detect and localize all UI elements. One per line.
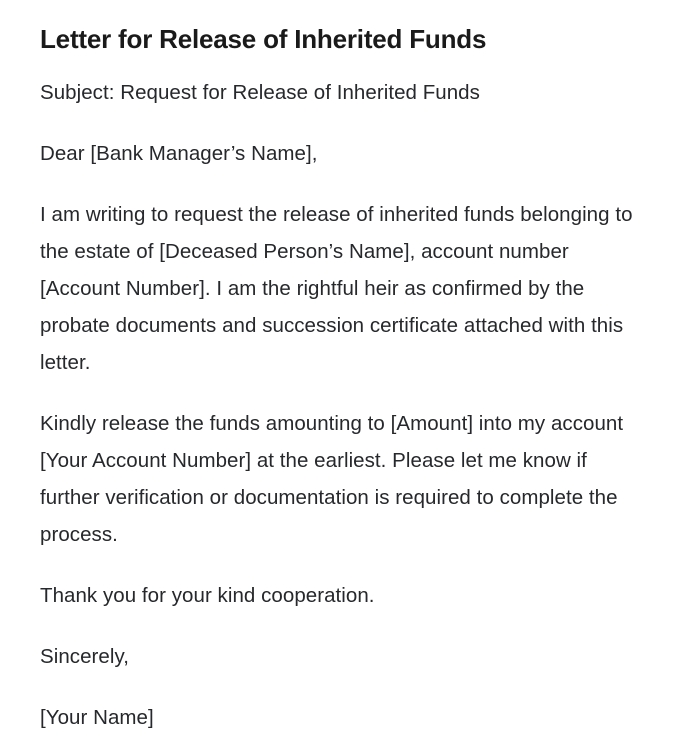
salutation: Dear [Bank Manager’s Name], <box>40 142 318 165</box>
body-paragraph-1: I am writing to request the release of inherited funds belonging to the estate of [Deceased Person’s Name], account number [Account Number]. I am the rightful heir as confirmed by the probate documents and succession certificate attached with this letter. <box>40 203 633 374</box>
signature-name: [Your Name] <box>40 706 154 729</box>
body-paragraph-2: Kindly release the funds amounting to [Amount] into my account [Your Account Number] at the earliest. Please let me know if further verification or documentation is required to complete the process. <box>40 412 624 546</box>
letter-body <box>40 74 660 736</box>
thanks-line: Thank you for your kind cooperation. <box>40 584 375 607</box>
page-title: Letter for Release of Inherited Funds <box>40 24 487 54</box>
closing-line: Sincerely, <box>40 645 129 668</box>
subject-line: Subject: Request for Release of Inherited Funds <box>40 81 480 104</box>
